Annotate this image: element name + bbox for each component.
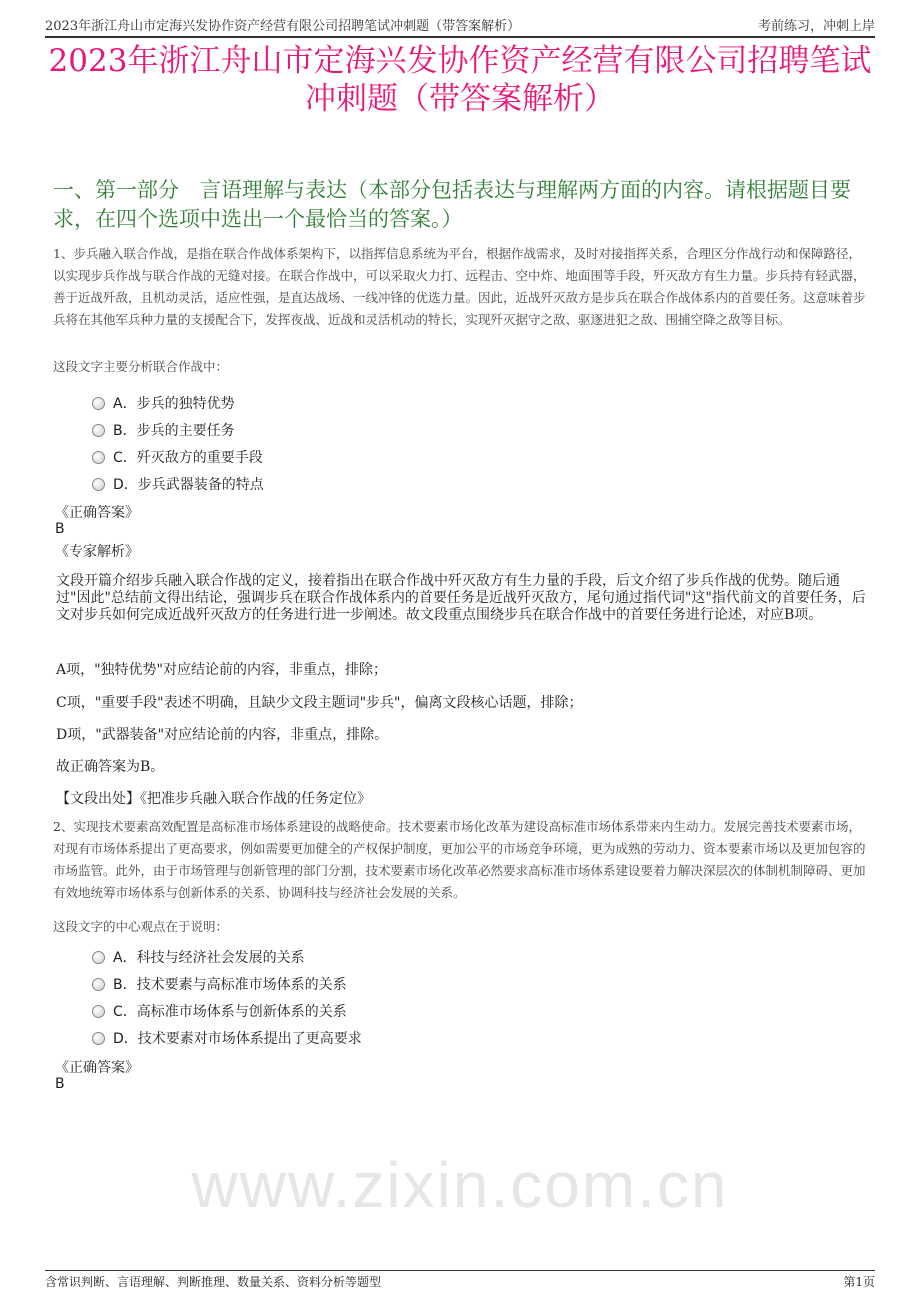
analysis-paragraph: 文段开篇介绍步兵融入联合作战的定义，接着指出在联合作战中歼灭敌方有生力量的手段，后文介绍了步兵作战的优势。随后通过"因此"总结前文得出结论，强调步兵在联合作战体系内的首要任务是近战歼灭敌方，尾句通过指代词"这"指代前文的首要任务，后文对步兵如何完成近战歼灭敌方的任务进行进一步阐述。故文段重点围绕步兵在联合作战中的首要任务进行论述，对应B项。 bbox=[56, 573, 866, 623]
q2-option-c[interactable] bbox=[92, 1001, 347, 1021]
q1-option-c[interactable] bbox=[92, 447, 263, 467]
q2-option-b[interactable] bbox=[92, 974, 347, 994]
footer-note: 含常识判断、言语理解、判断推理、数量关系、资料分析等题型 bbox=[45, 1275, 382, 1289]
option-label: A．科技与经济社会发展的关系 bbox=[113, 950, 305, 966]
radio-icon[interactable] bbox=[92, 951, 105, 964]
radio-icon[interactable] bbox=[92, 397, 105, 410]
question-1-text: 1、步兵融入联合作战，是指在联合作战体系架构下，以指挥信息系统为平台，根据作战需求，及时对接指挥关系，合理区分作战行动和保障路径，以实现步兵作战与联合作战的无缝对接。在联合作战中，可以采取火力打、远程击、空中炸、地面围等手段，歼灭敌方有生力量。步兵持有轻武器，善于近战歼敌，且机动灵活，适应性强，是直达战场、一线冲锋的优选力量。因此，近战歼灭敌方是步兵在联合作战体系内的首要任务。这意味着步兵将在其他军兵种力量的支援配合下，发挥夜战、近战和灵活机动的特长，实现歼灭据守之敌、驱逐进犯之敌、围捕空降之敌等目标。 bbox=[53, 246, 866, 327]
q1-option-b[interactable] bbox=[92, 420, 235, 440]
option-label: B．步兵的主要任务 bbox=[113, 423, 235, 439]
radio-icon[interactable] bbox=[92, 1032, 105, 1045]
option-label: C．高标准市场体系与创新体系的关系 bbox=[113, 1004, 347, 1020]
watermark: www.zixin.com.cn bbox=[191, 1149, 729, 1221]
radio-icon[interactable] bbox=[92, 1005, 105, 1018]
answer-label: 《正确答案》 bbox=[55, 505, 139, 521]
question-1-prompt: 这段文字主要分析联合作战中： bbox=[53, 359, 229, 374]
answer-value: B bbox=[55, 1076, 65, 1092]
option-label: D．步兵武器装备的特点 bbox=[113, 477, 264, 493]
analysis-conclusion: 故正确答案为B。 bbox=[56, 759, 165, 775]
q1-option-d[interactable] bbox=[92, 474, 264, 494]
option-label: D．技术要素对市场体系提出了更高要求 bbox=[113, 1031, 362, 1047]
radio-icon[interactable] bbox=[92, 451, 105, 464]
document-title: 2023年浙江舟山市定海兴发协作资产经营有限公司招聘笔试冲刺题（带答案解析） bbox=[48, 43, 872, 117]
answer-label: 《正确答案》 bbox=[55, 1060, 139, 1076]
q1-option-a[interactable] bbox=[92, 393, 235, 413]
analysis-option-d: D项，"武器装备"对应结论前的内容，非重点，排除。 bbox=[56, 727, 389, 743]
option-label: B．技术要素与高标准市场体系的关系 bbox=[113, 977, 347, 993]
option-label: A．步兵的独特优势 bbox=[113, 396, 235, 412]
question-2-text: 2、实现技术要素高效配置是高标准市场体系建设的战略使命。技术要素市场化改革为建设高标准市场体系带来内生动力。发展完善技术要素市场，对现有市场体系提出了更高要求，例如需要更加健全的产权保护制度，更加公平的市场竞争环境，更为成熟的劳动力、资本要素市场以及更加包容的市场监管。此外，由于市场管理与创新管理的部门分割，技术要素市场化改革必然要求高标准市场体系建设要着力解决深层次的体制机制障碍、更加有效地统筹市场体系与创新体系的关系、协调科技与经济社会发展的关系。 bbox=[53, 819, 866, 900]
header-title: 2023年浙江舟山市定海兴发协作资产经营有限公司招聘笔试冲刺题（带答案解析） bbox=[45, 19, 521, 34]
analysis-option-a: A项，"独特优势"对应结论前的内容，非重点，排除； bbox=[56, 662, 387, 678]
radio-icon[interactable] bbox=[92, 978, 105, 991]
analysis-option-c: C项，"重要手段"表述不明确，且缺少文段主题词"步兵"，偏离文段核心话题，排除； bbox=[56, 695, 583, 711]
header-slogan: 考前练习，冲刺上岸 bbox=[757, 19, 875, 34]
radio-icon[interactable] bbox=[92, 424, 105, 437]
page-header bbox=[45, 12, 875, 38]
q2-option-d[interactable] bbox=[92, 1028, 362, 1048]
radio-icon[interactable] bbox=[92, 478, 105, 491]
section-heading: 一、第一部分 言语理解与表达（本部分包括表达与理解两方面的内容。请根据题目要求，在四个选项中选出一个最恰当的答案。） bbox=[53, 178, 851, 231]
analysis-label: 《专家解析》 bbox=[55, 544, 139, 560]
q2-option-a[interactable] bbox=[92, 947, 305, 967]
page-number: 第1页 bbox=[843, 1275, 875, 1289]
option-label: C．歼灭敌方的重要手段 bbox=[113, 450, 263, 466]
page-footer bbox=[45, 1270, 875, 1290]
answer-value: B bbox=[55, 521, 65, 537]
question-2-prompt: 这段文字的中心观点在于说明： bbox=[53, 919, 229, 934]
analysis-source: 【文段出处】《把准步兵融入联合作战的任务定位》 bbox=[56, 791, 371, 807]
